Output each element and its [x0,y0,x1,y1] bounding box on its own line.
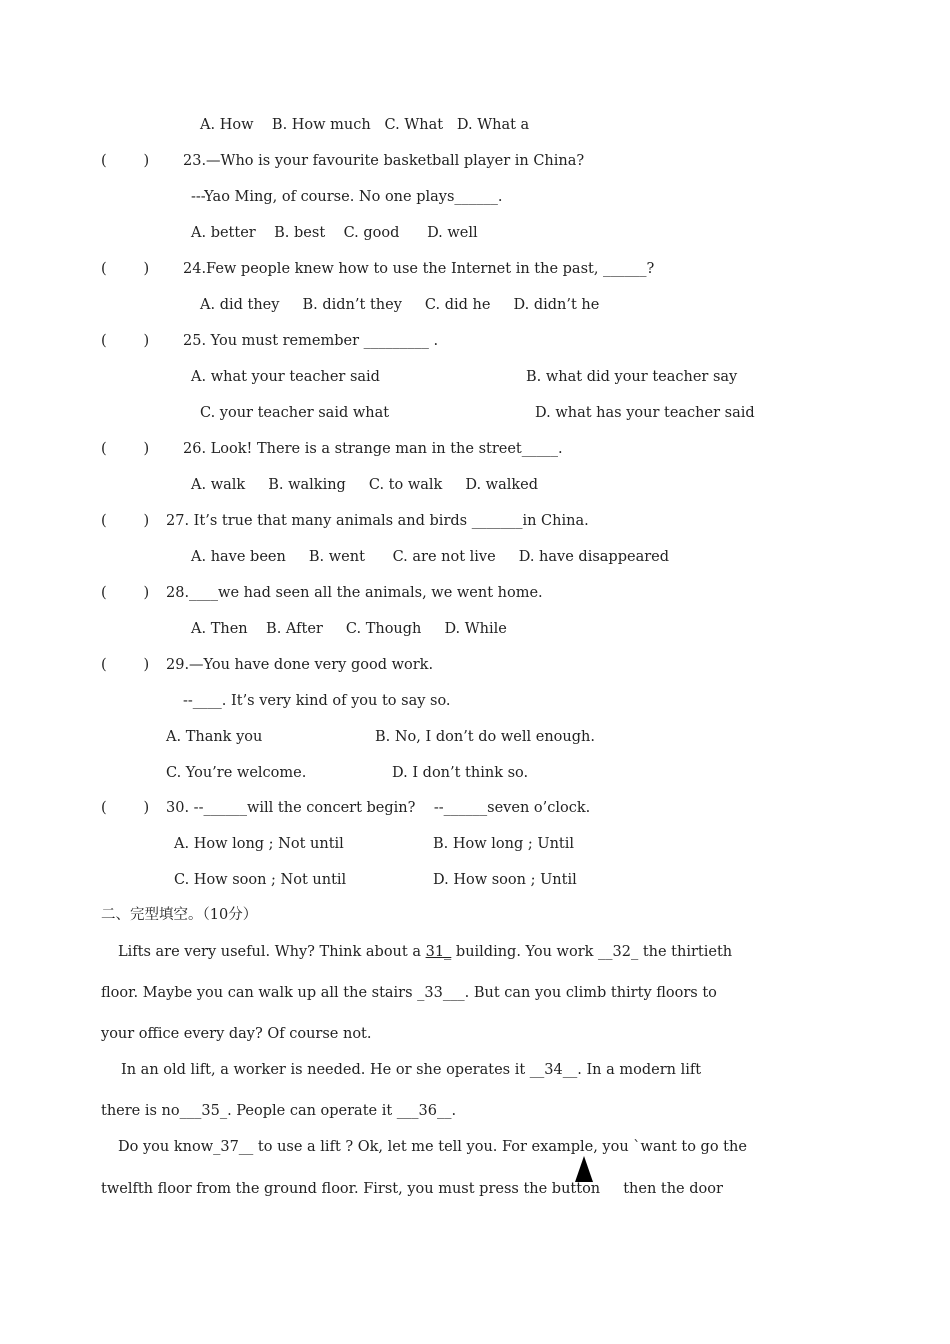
q26-stem: 26. Look! There is a strange man in the street_____. [183,441,563,457]
q25-option-c: C. your teacher said what [200,405,390,421]
q25-option-d: D. what has your teacher said [535,405,755,421]
q29-option-d: D. I don’t think so. [392,765,529,781]
q29-stem: 29.—You have done very good work. [166,657,434,673]
q30-option-d: D. How soon ; Until [433,872,577,888]
q22-options: A. How B. How much C. What D. What a [200,117,530,133]
q26-options: A. walk B. walking C. to walk D. walked [191,477,539,493]
passage-p1-line1 [118,943,732,961]
q30-option-b: B. How long ; Until [433,836,575,852]
q25-stem: 25. You must remember _________ . [183,333,439,349]
q25-option-a: A. what your teacher said [191,369,380,385]
passage-p2-line1: In an old lift, a worker is needed. He or she operates it __34__. In a modern lift [121,1062,702,1078]
passage-text: building. You work __32_ the thirtieth [451,944,733,960]
q23-options: A. better B. best C. good D. well [191,225,478,241]
q28-options: A. Then B. After C. Though D. While [191,621,507,637]
q29-reply: --____. It’s very kind of you to say so. [183,693,451,709]
passage-text: Lifts are very useful. Why? Think about a [118,944,426,960]
q23-stem: 23.—Who is your favourite basketball player in China? [183,153,585,169]
blank-31: 31_ [425,944,452,960]
passage-p2-line2: there is no___35_. People can operate it ___36__. [101,1103,457,1119]
q25-answer-paren: ( ) [101,333,150,349]
passage-p1-line3: your office every day? Of course not. [101,1026,372,1042]
q24-options: A. did they B. didn’t they C. did he D. didn’t he [200,297,600,313]
q23-reply: ---Yao Ming, of course. No one plays______. [191,189,503,205]
q27-options: A. have been B. went C. are not live D. have disappeared [191,549,670,565]
passage-p3-line1: Do you know_37__ to use a lift ? Ok, let me tell you. For example, you `want to go the [118,1139,747,1155]
q29-option-a: A. Thank you [166,729,263,745]
passage-p1-line2: floor. Maybe you can walk up all the stairs _33___. But can you climb thirty floors to [101,985,717,1001]
q28-answer-paren: ( ) [101,585,150,601]
q30-stem: 30. --______will the concert begin? --______seven o’clock. [166,800,591,816]
q24-answer-paren: ( ) [101,261,150,277]
q27-answer-paren: ( ) [101,513,150,529]
q28-stem: 28.____we had seen all the animals, we went home. [166,585,543,601]
passage-p3-line2: twelfth floor from the ground floor. First, you must press the button then the door [101,1181,723,1197]
q29-option-c: C. You’re welcome. [166,765,307,781]
q27-stem: 27. It’s true that many animals and birds _______in China. [166,513,589,529]
arrow-up-icon [575,1156,593,1182]
q30-answer-paren: ( ) [101,800,150,816]
q24-stem: 24.Few people knew how to use the Internet in the past, ______? [183,261,655,277]
q23-answer-paren: ( ) [101,153,150,169]
q30-option-a: A. How long ; Not until [174,836,344,852]
q29-option-b: B. No, I don’t do well enough. [375,729,595,745]
q25-option-b: B. what did your teacher say [526,369,738,385]
q29-answer-paren: ( ) [101,657,150,673]
q26-answer-paren: ( ) [101,441,150,457]
section2-heading: 二、完型填空。（10分） [101,907,258,923]
q30-option-c: C. How soon ; Not until [174,872,347,888]
